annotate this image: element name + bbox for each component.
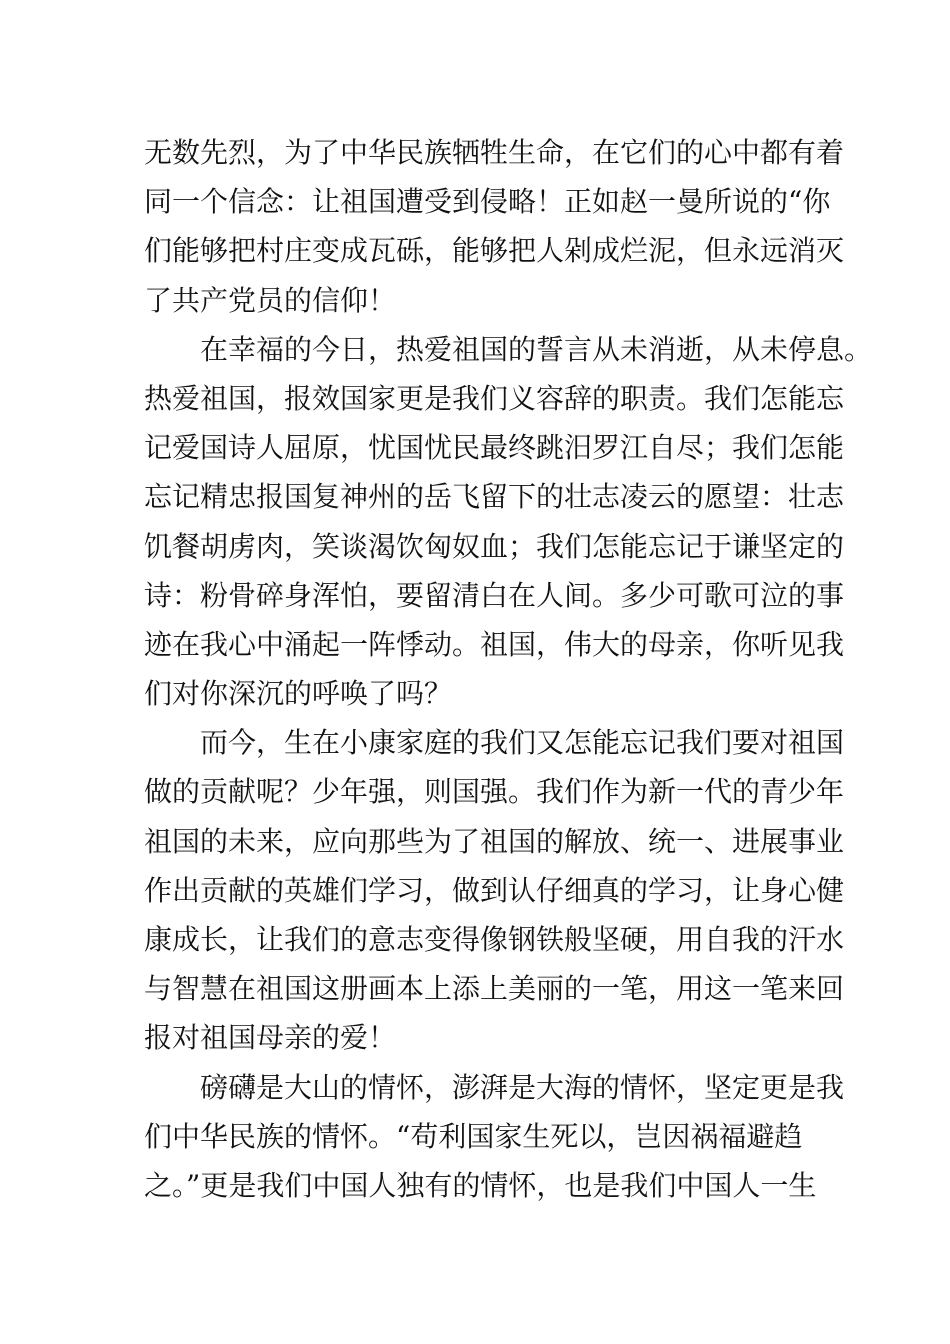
text-line: 之。”更是我们中国人独有的情怀，也是我们中国人一生 bbox=[144, 1168, 817, 1202]
paragraph-first-line: 而今，生在小康家庭的我们又怎能忘记我们要对祖国 bbox=[200, 726, 845, 760]
text-line: 忘记精忠报国复神州的岳飞留下的壮志凌云的愿望：壮志 bbox=[144, 480, 845, 514]
text-line: 了共产党员的信仰！ bbox=[144, 283, 397, 317]
text-line: 热爱祖国，报效国家更是我们义容辞的职责。我们怎能忘 bbox=[144, 381, 845, 415]
text-line: 作出贡献的英雄们学习，做到认仔细真的学习，让身心健 bbox=[144, 873, 845, 907]
text-line: 做的贡献呢？少年强，则国强。我们作为新一代的青少年 bbox=[144, 775, 845, 809]
text-line: 们对你深沉的呼唤了吗？ bbox=[144, 677, 453, 711]
text-line: 记爱国诗人屈原，忧国忧民最终跳汨罗江自尽；我们怎能 bbox=[144, 431, 845, 465]
text-line: 报对祖国母亲的爱！ bbox=[144, 1021, 397, 1055]
paragraph-first-line: 在幸福的今日，热爱祖国的誓言从未消逝，从未停息。 bbox=[200, 332, 873, 366]
essay-body bbox=[144, 128, 873, 1210]
text-line: 们能够把村庄变成瓦砾，能够把人剁成烂泥，但永远消灭 bbox=[144, 234, 845, 268]
text-line: 迹在我心中涌起一阵悸动。祖国，伟大的母亲，你听见我 bbox=[144, 627, 845, 661]
text-line: 与智慧在祖国这册画本上添上美丽的一笔，用这一笔来回 bbox=[144, 972, 845, 1006]
text-line: 祖国的未来，应向那些为了祖国的解放、统一、进展事业 bbox=[144, 824, 845, 858]
text-line: 同一个信念：让祖国遭受到侵略！正如赵一曼所说的“你 bbox=[144, 185, 831, 219]
text-line: 无数先烈，为了中华民族牺牲生命，在它们的心中都有着 bbox=[144, 136, 845, 169]
text-line: 饥餐胡虏肉，笑谈渴饮匈奴血；我们怎能忘记于谦坚定的 bbox=[144, 529, 845, 563]
text-line: 康成长，让我们的意志变得像钢铁般坚硬，用自我的汗水 bbox=[144, 923, 845, 956]
text-line: 们中华民族的情怀。“苟利国家生死以，岂因祸福避趋 bbox=[144, 1119, 803, 1153]
paragraph-first-line: 磅礴是大山的情怀，澎湃是大海的情怀，坚定更是我 bbox=[200, 1070, 845, 1104]
text-line: 诗：粉骨碎身浑怕，要留清白在人间。多少可歌可泣的事 bbox=[144, 578, 845, 612]
